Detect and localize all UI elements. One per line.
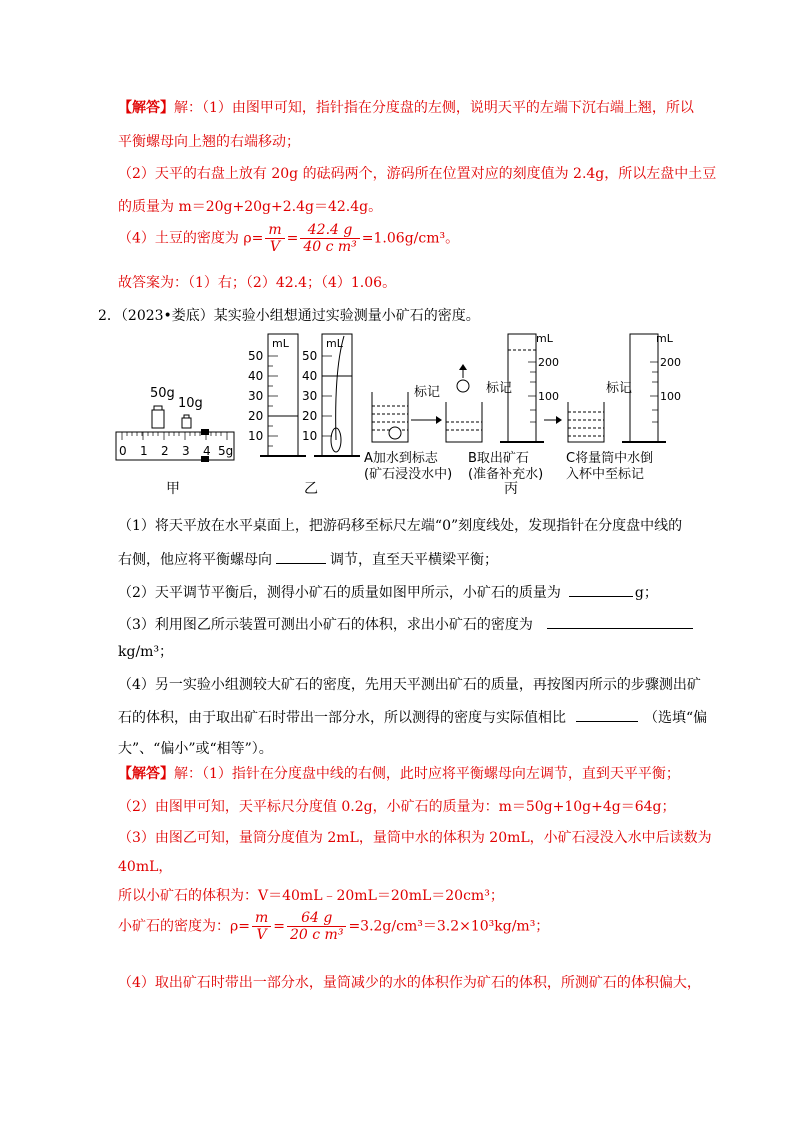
cylinder-2 [322, 334, 352, 456]
mark-label-b: 标记 [486, 381, 513, 396]
weight-10g-label: 10g [178, 396, 203, 411]
answer1-line2: 平衡螺母向上翘的右端移动； [118, 134, 300, 150]
svg-text:3: 3 [182, 444, 190, 458]
figure-yi [248, 334, 360, 497]
q2-part4-line3: 大”、“偏小”或“相等”）。 [118, 741, 273, 757]
answer2-line2: （2）由图甲可知，天平标尺分度值 0.2g，小矿石的质量为：m＝50g+10g+4g＝64g； [118, 799, 676, 815]
svg-text:mL: mL [272, 337, 289, 350]
svg-text:40: 40 [248, 369, 264, 383]
svg-text:(准备补充水): (准备补充水) [468, 467, 544, 482]
answer2-line1: 【解答】解：（1）指针在分度盘中线的右侧，此时应将平衡螺母向左调节，直到天平平衡； [118, 766, 680, 782]
svg-text:1: 1 [140, 444, 148, 458]
stone-icon-b [457, 380, 469, 392]
answer2-line5: 所以小矿石的体积为：V＝40mL﹣20mL＝20mL＝20cm³； [118, 888, 504, 904]
svg-text:5g: 5g [218, 444, 234, 458]
svg-text:10: 10 [302, 429, 318, 443]
answer1-line1: 【解答】解：（1）由图甲可知，指针指在分度盘的左侧，说明天平的左端下沉右端上翘，所以 [118, 100, 694, 116]
answer2-line3: （3）由图乙可知，量筒分度值为 2mL，量筒中水的体积为 20mL，小矿石浸没入水中后读数为 [118, 830, 712, 846]
svg-text:0: 0 [119, 444, 127, 458]
cylinder-200ml-after [630, 334, 658, 442]
step-c-caption: C将量筒中水倒 [566, 451, 654, 466]
figure-bing-label: 丙 [504, 481, 518, 497]
weight-10g-icon [182, 418, 191, 428]
answer-blank-3[interactable] [547, 614, 693, 629]
mark-label-c: 标记 [606, 381, 633, 396]
string-icon [336, 336, 344, 440]
figure-jia [116, 386, 234, 497]
answer2-line4: 40mL， [118, 859, 173, 875]
answer-tag: 【解答】 [118, 766, 174, 782]
answer-blank-1[interactable] [276, 549, 326, 564]
svg-text:50: 50 [248, 349, 264, 363]
figure-jia-label: 甲 [166, 481, 180, 497]
svg-text:100: 100 [538, 390, 559, 403]
q2-part4-line2: 石的体积，由于取出矿石时带出一部分水，所以测得的密度与实际值相比 （选填“偏 [118, 707, 707, 727]
cylinder-200ml [508, 334, 536, 442]
svg-text:mL: mL [326, 337, 343, 350]
figure-bing [364, 332, 681, 497]
arrow-icon [436, 416, 442, 424]
answer2-density-formula: 小矿石的密度为：ρ= $\frac{m}{V}$ = $\frac{64 g}{\text{20 c m³}}$ =3.2g/cm³＝3.2×10³kg/m³； [118, 910, 550, 943]
q2-part1-line2: 右侧，他应将平衡螺母向 调节，直至天平横梁平衡； [118, 549, 498, 569]
q2-part3-unit: kg/m³； [118, 644, 174, 660]
answer1-density-formula: （4）土豆的密度为 ρ= $\frac{m}{V}$ = $\frac{42.4 g}{\text{40 c m³}}$ =1.06g/cm³。 [118, 222, 460, 255]
svg-text:2: 2 [161, 444, 169, 458]
up-arrow-icon [459, 364, 467, 370]
svg-text:200: 200 [660, 356, 681, 369]
q2-part1-line1: （1）将天平放在水平桌面上，把游码移至标尺左端“0”刻度线处，发现指针在分度盘中线的 [118, 518, 683, 534]
svg-text:200: 200 [538, 356, 559, 369]
step-b-caption: B取出矿石 [468, 451, 529, 466]
answer-blank-4[interactable] [576, 707, 638, 722]
svg-text:10: 10 [248, 429, 264, 443]
answer1-line3: （2）天平的右盘上放有 20g 的砝码两个，游码所在位置对应的刻度值为 2.4g，所以左盘中土豆 [118, 166, 717, 182]
answer1-summary: 故答案为：（1）右；（2）42.4；（4）1.06。 [118, 275, 397, 291]
svg-text:30: 30 [302, 389, 318, 403]
answer1-line4: 的质量为 m＝20g+20g+2.4g＝42.4g。 [118, 199, 383, 215]
svg-text:mL: mL [536, 332, 553, 345]
question2-stem: 2．（2023•娄底）某实验小组想通过实验测量小矿石的密度。 [98, 308, 480, 324]
weight-50g-icon [152, 410, 164, 428]
figure-yi-label: 乙 [304, 481, 318, 497]
svg-text:(矿石浸没水中): (矿石浸没水中) [364, 467, 453, 482]
svg-text:4: 4 [203, 444, 211, 458]
experiment-figure [108, 330, 688, 500]
ruler [116, 432, 234, 460]
mark-label-a: 标记 [414, 385, 441, 400]
q2-part3: （3）利用图乙所示装置可测出小矿石的体积，求出小矿石的密度为 [118, 614, 693, 634]
svg-text:100: 100 [660, 390, 681, 403]
svg-text:入杯中至标记: 入杯中至标记 [566, 467, 645, 482]
cylinder-1 [268, 334, 298, 456]
svg-text:20: 20 [248, 409, 264, 423]
answer-blank-2[interactable] [569, 582, 633, 597]
stone-icon-a [389, 427, 401, 439]
svg-text:40: 40 [302, 369, 318, 383]
answer2-line7: （4）取出矿石时带出一部分水，量筒减少的水的体积作为矿石的体积，所测矿石的体积偏大， [118, 975, 701, 991]
svg-text:50: 50 [302, 349, 318, 363]
weight-50g-label: 50g [150, 386, 175, 401]
q2-part4-line1: （4）另一实验小组测较大矿石的密度，先用天平测出矿石的质量，再按图丙所示的步骤测出矿 [118, 677, 701, 693]
rider-icon [201, 429, 209, 435]
q2-part2: （2）天平调节平衡后，测得小矿石的质量如图甲所示，小矿石的质量为 g； [118, 582, 658, 602]
step-a-caption: A加水到标志 [364, 451, 438, 466]
answer-tag: 【解答】 [118, 100, 174, 116]
svg-text:mL: mL [656, 332, 673, 345]
svg-text:20: 20 [302, 409, 318, 423]
svg-text:30: 30 [248, 389, 264, 403]
